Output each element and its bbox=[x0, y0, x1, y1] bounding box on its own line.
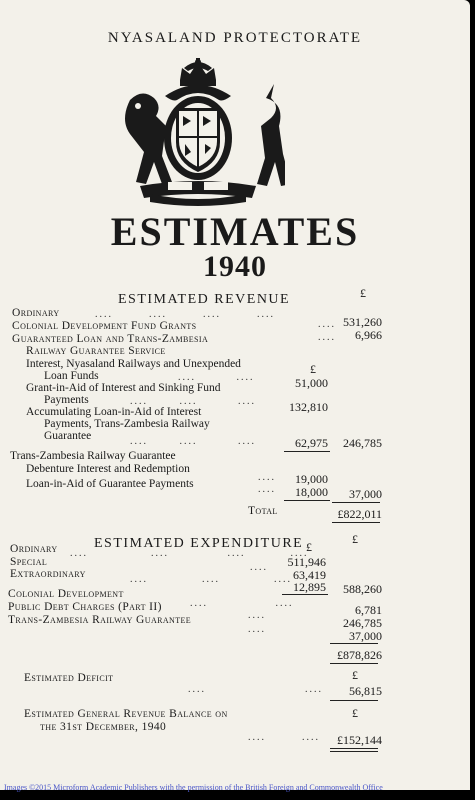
total-rule bbox=[332, 502, 380, 503]
balance-label: Estimated General Revenue Balance on bbox=[24, 708, 228, 720]
revenue-interest-value: 51,000 bbox=[295, 376, 328, 390]
revenue-pound-sign: £ bbox=[360, 286, 366, 300]
expenditure-cd-value: 6,781 bbox=[355, 603, 382, 617]
deficit-label: Estimated Deficit bbox=[24, 672, 114, 684]
expenditure-subtotal: 588,260 bbox=[343, 582, 382, 596]
expenditure-heading: ESTIMATED EXPENDITURE bbox=[94, 536, 304, 551]
leader-dots: .... bbox=[318, 332, 336, 343]
revenue-accum-label-3: Guarantee bbox=[44, 430, 92, 442]
total-rule bbox=[330, 663, 378, 664]
revenue-total-label: Total bbox=[248, 505, 278, 517]
deficit-pound-sign: £ bbox=[352, 668, 358, 682]
revenue-debenture-value: 19,000 bbox=[295, 472, 328, 486]
revenue-ordinary-value: 531,260 bbox=[343, 315, 382, 329]
expenditure-pound-sign: £ bbox=[352, 532, 358, 546]
expenditure-special-label: Special bbox=[10, 556, 48, 568]
header-text: NYASALAND PROTECTORATE bbox=[107, 30, 363, 46]
leader-dots: .... .... .... bbox=[130, 574, 292, 585]
revenue-interest-pound: £ bbox=[310, 362, 316, 376]
coat-of-arms-emblem bbox=[110, 58, 285, 208]
leader-dots: .... bbox=[318, 319, 336, 330]
revenue-grant-value: 132,810 bbox=[289, 400, 328, 414]
revenue-accum-label-2: Payments, Trans-Zambesia Railway bbox=[44, 418, 210, 430]
leader-dots: .... .... .... bbox=[130, 396, 256, 407]
subtotal-rule bbox=[284, 500, 330, 501]
revenue-loan-value: 18,000 bbox=[295, 485, 328, 499]
expenditure-col-pound: £ bbox=[306, 540, 312, 554]
revenue-debenture-label: Debenture Interest and Redemption bbox=[26, 463, 190, 475]
revenue-cdf-value: 6,966 bbox=[355, 328, 382, 342]
revenue-guaranteed-total: 246,785 bbox=[343, 436, 382, 450]
expenditure-cd-label: Colonial Development bbox=[8, 588, 124, 600]
leader-dots: .... .... .... .... bbox=[70, 548, 309, 559]
revenue-guaranteed-label: Guaranteed Loan and Trans-Zambesia bbox=[12, 333, 209, 345]
leader-dots: .... bbox=[258, 472, 276, 483]
revenue-accum-value: 62,975 bbox=[295, 436, 328, 450]
balance-label-2: the 31st December, 1940 bbox=[40, 721, 167, 733]
leader-dots: .... .... bbox=[178, 372, 255, 383]
revenue-tz-total: 37,000 bbox=[349, 487, 382, 501]
expenditure-extra-label: Extraordinary bbox=[10, 568, 86, 580]
deficit-value: 56,815 bbox=[349, 684, 382, 698]
leader-dots: .... bbox=[250, 562, 268, 573]
title: ESTIMATES bbox=[110, 209, 360, 254]
expenditure-tzr-value: 37,000 bbox=[349, 629, 382, 643]
leader-dots: .... bbox=[248, 610, 266, 621]
revenue-grant-label: Grant-in-Aid of Interest and Sinking Fund bbox=[26, 382, 221, 394]
balance-value: £152,144 bbox=[337, 733, 382, 747]
revenue-accum-label: Accumulating Loan-in-Aid of Interest bbox=[26, 406, 202, 418]
revenue-cdf-label: Colonial Development Fund Grants bbox=[12, 320, 197, 332]
revenue-ordinary-label: Ordinary bbox=[12, 307, 60, 319]
total-rule bbox=[330, 700, 378, 701]
revenue-tz-label: Trans-Zambesia Railway Guarantee bbox=[10, 450, 176, 462]
subtotal-rule bbox=[284, 451, 330, 452]
leader-dots: .... .... .... .... bbox=[95, 309, 275, 320]
expenditure-total-value: £878,826 bbox=[337, 648, 382, 662]
leader-dots: .... .... .... bbox=[130, 436, 256, 447]
revenue-loan-label: Loan-in-Aid of Guarantee Payments bbox=[26, 478, 194, 490]
leader-dots: .... bbox=[258, 484, 276, 495]
expenditure-extra-value: 12,895 bbox=[293, 580, 326, 594]
total-rule bbox=[330, 643, 378, 644]
expenditure-tzr-label: Trans-Zambesia Railway Guarantee bbox=[8, 614, 192, 626]
subtotal-rule bbox=[282, 594, 328, 595]
total-rule bbox=[330, 751, 378, 752]
expenditure-ordinary-label: Ordinary bbox=[10, 543, 58, 555]
revenue-heading: ESTIMATED REVENUE bbox=[118, 292, 291, 307]
copyright-caption: Images ©2015 Microform Academic Publishers with the permission of the British Foreign and Commonwealth Office bbox=[4, 783, 383, 792]
leader-dots: .... .... bbox=[190, 598, 294, 609]
year: 1940 bbox=[203, 250, 267, 283]
total-rule bbox=[332, 522, 380, 523]
expenditure-pdc-label: Public Debt Charges (Part II) bbox=[8, 601, 162, 613]
revenue-interest-label-2: Loan Funds bbox=[44, 370, 99, 382]
leader-dots: .... .... bbox=[188, 684, 323, 695]
revenue-guaranteed-label-2: Railway Guarantee Service bbox=[26, 345, 166, 357]
total-rule bbox=[330, 748, 378, 749]
revenue-total-value: £822,011 bbox=[337, 507, 382, 521]
expenditure-pdc-value: 246,785 bbox=[343, 616, 382, 630]
balance-pound-sign: £ bbox=[352, 706, 358, 720]
leader-dots: .... .... bbox=[248, 732, 320, 743]
leader-dots: .... bbox=[248, 624, 266, 635]
expenditure-ordinary-value: 511,946 bbox=[287, 555, 326, 569]
revenue-grant-label-2: Payments bbox=[44, 394, 89, 406]
expenditure-special-value: 63,419 bbox=[293, 568, 326, 582]
revenue-interest-label: Interest, Nyasaland Railways and Unexpended bbox=[26, 358, 241, 370]
